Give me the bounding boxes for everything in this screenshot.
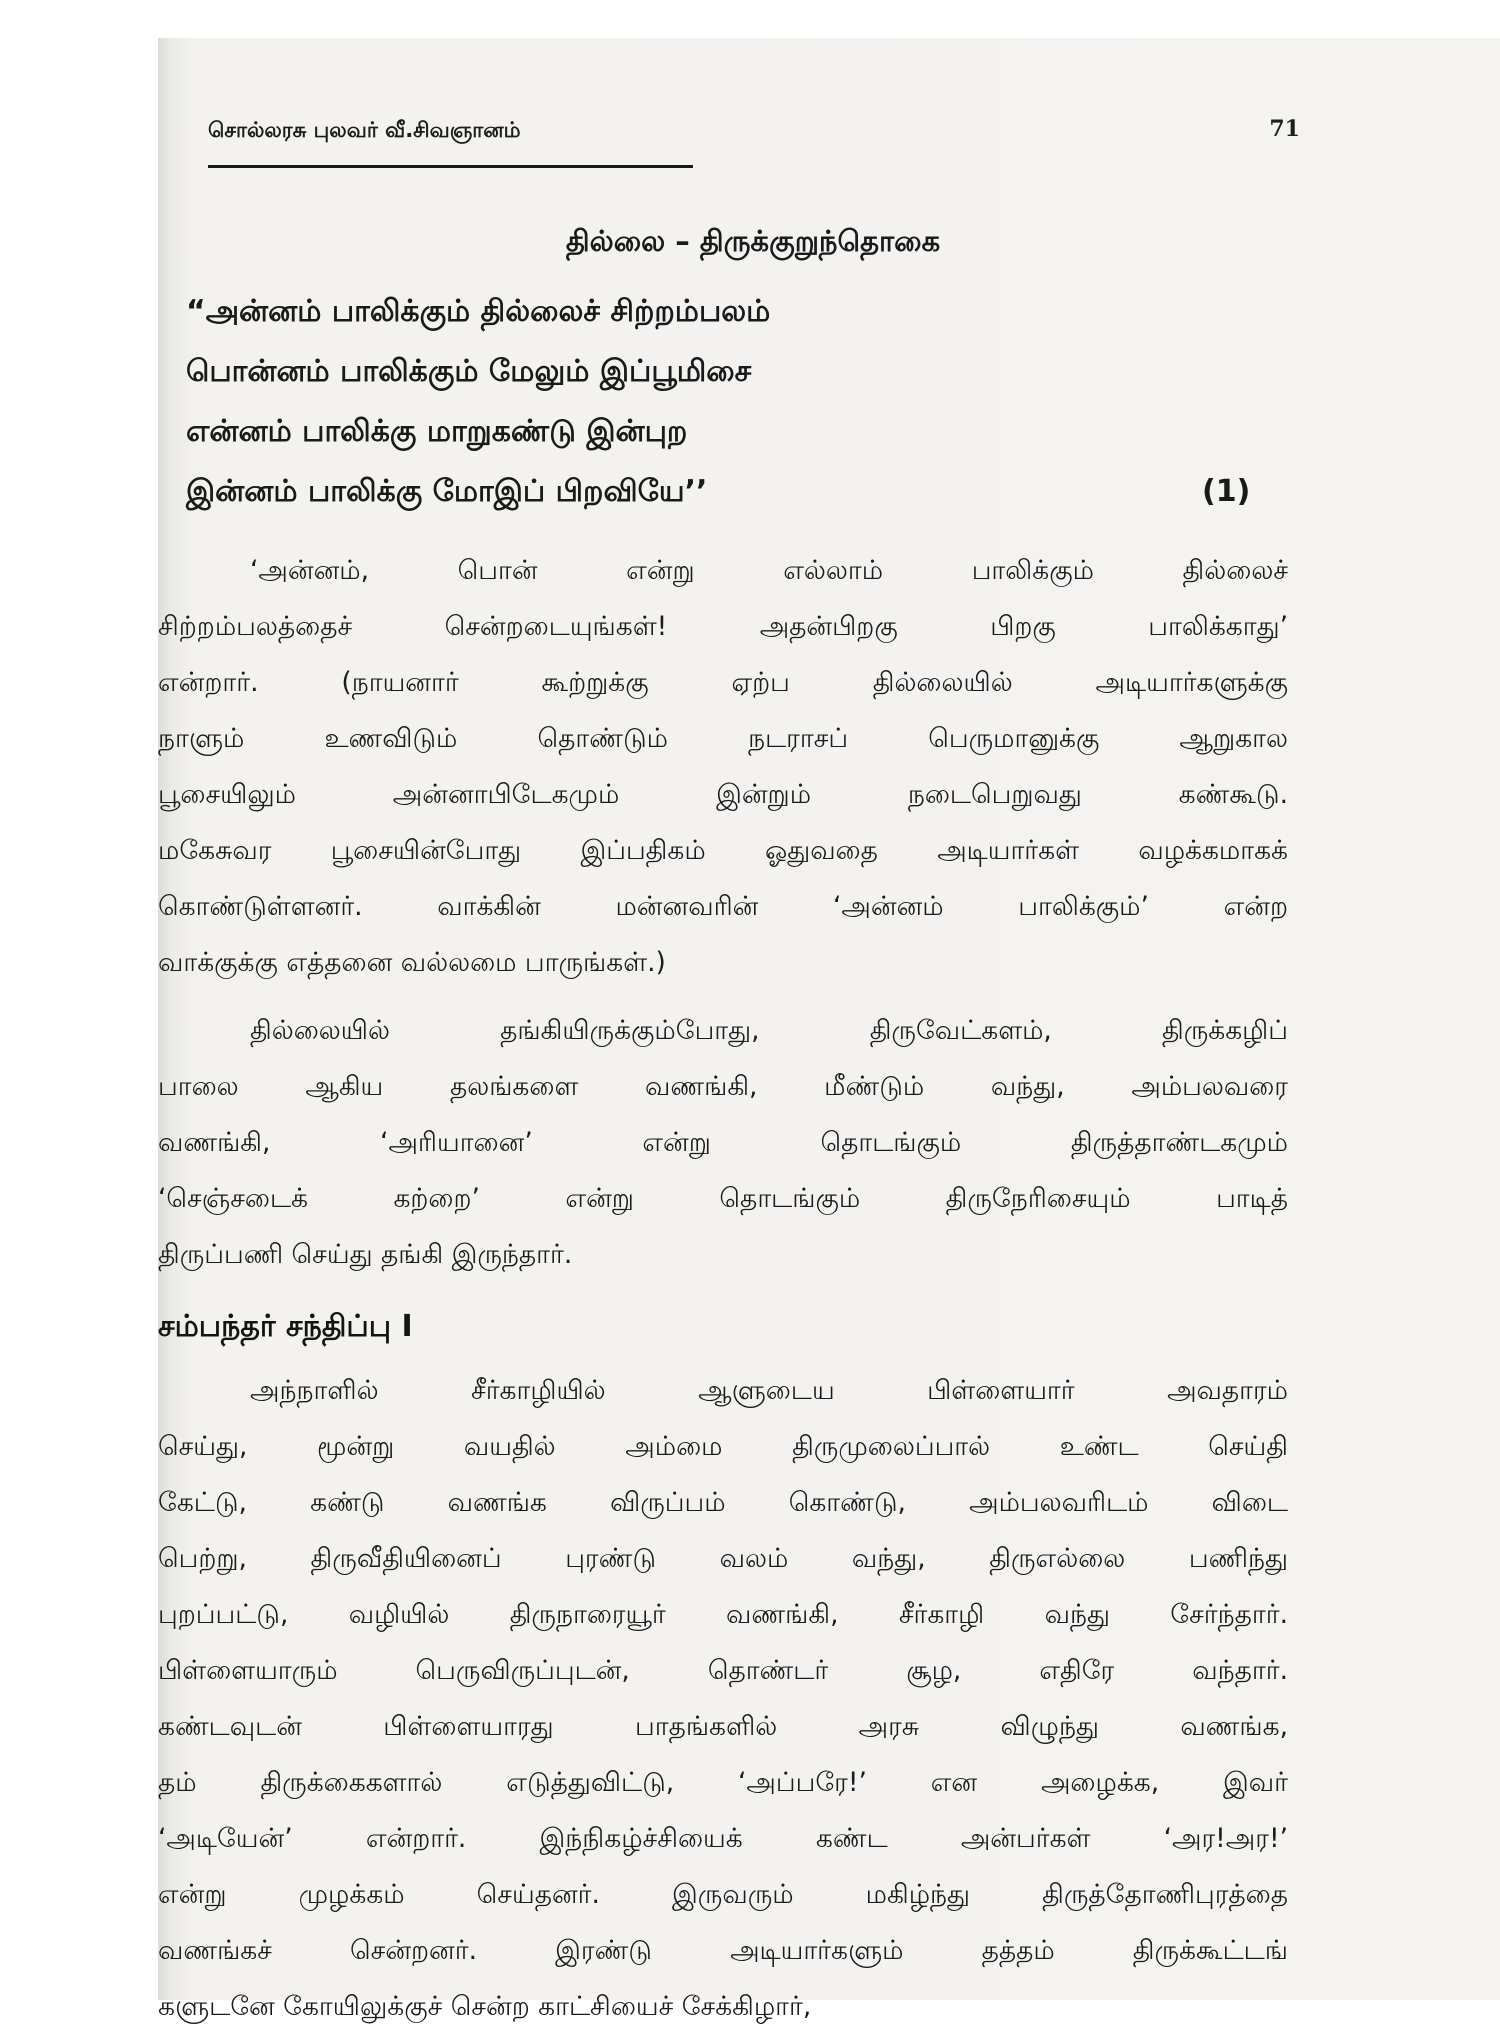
- text-line: மகேசுவர பூசையின்போது இப்பதிகம் ஓதுவதை அடியார்கள் வழக்கமாகக்: [158, 835, 1288, 866]
- text-line: என்றார். (நாயனார் கூற்றுக்கு ஏற்ப தில்லையில் அடியார்களுக்கு: [158, 667, 1288, 698]
- section-heading: சம்பந்தர் சந்திப்பு I: [158, 1309, 413, 1344]
- text-line: பிள்ளையாரும் பெருவிருப்புடன், தொண்டர் சூழ, எதிரே வந்தார்.: [158, 1655, 1288, 1686]
- text-line: கொண்டுள்ளனர். வாக்கின் மன்னவரின் ‘அன்னம் பாலிக்கும்’ என்ற: [158, 891, 1288, 922]
- verse-line: என்னம் பாலிக்கு மாறுகண்டு இன்புற: [186, 414, 688, 449]
- verse: [186, 282, 770, 522]
- verse-line: இன்னம் பாலிக்கு மோஇப் பிறவியே’’: [186, 474, 708, 509]
- text-line: வாக்குக்கு எத்தனை வல்லமை பாருங்கள்.): [158, 947, 666, 978]
- text-line: களுடனே கோயிலுக்குச் சென்ற காட்சியைச் சேக்கிழார்,: [158, 1991, 812, 2022]
- text-line: அந்நாளில் சீர்காழியில் ஆளுடைய பிள்ளையார் அவதாரம்: [250, 1375, 1288, 1406]
- scanned-page: [158, 38, 1500, 2022]
- text-line: வணங்கச் சென்றனர். இரண்டு அடியார்களும் தத்தம் திருக்கூட்டங்: [158, 1935, 1288, 1966]
- text-line: வணங்கி, ‘அரியானை’ என்று தொடங்கும் திருத்தாண்டகமும்: [158, 1127, 1288, 1158]
- text-line: ‘அடியேன்’ என்றார். இந்நிகழ்ச்சியைக் கண்ட அன்பர்கள் ‘அர!அர!’: [158, 1823, 1288, 1854]
- text-line: நாளும் உணவிடும் தொண்டும் நடராசப் பெருமானுக்கு ஆறுகால: [158, 723, 1288, 754]
- verse-title: தில்லை – திருக்குறுந்தொகை: [565, 224, 941, 258]
- verse-line: பொன்னம் பாலிக்கும் மேலும் இப்பூமிசை: [186, 354, 752, 389]
- body-text: [158, 543, 1288, 2035]
- paragraph-3: [158, 1363, 1288, 2035]
- verse-line: “அன்னம் பாலிக்கும் தில்லைச் சிற்றம்பலம்: [186, 294, 771, 329]
- text-line: கேட்டு, கண்டு வணங்க விருப்பம் கொண்டு, அம்பலவரிடம் விடை: [158, 1487, 1288, 1518]
- text-line: செய்து, மூன்று வயதில் அம்மை திருமுலைப்பால் உண்ட செய்தி: [158, 1431, 1288, 1462]
- text-line: புறப்பட்டு, வழியில் திருநாரையூர் வணங்கி, சீர்காழி வந்து சேர்ந்தார்.: [158, 1599, 1288, 1630]
- paragraph-2: [158, 1003, 1288, 1283]
- text-line: ‘அன்னம், பொன் என்று எல்லாம் பாலிக்கும் தில்லைச்: [250, 555, 1288, 586]
- text-line: ‘செஞ்சடைக் கற்றை’ என்று தொடங்கும் திருநேரிசையும் பாடித்: [158, 1183, 1288, 1214]
- text-line: என்று முழக்கம் செய்தனர். இருவரும் மகிழ்ந்து திருத்தோணிபுரத்தை: [158, 1879, 1288, 1910]
- text-line: பெற்று, திருவீதியினைப் புரண்டு வலம் வந்து, திருஎல்லை பணிந்து: [158, 1543, 1288, 1574]
- verse-number: (1): [1202, 474, 1251, 509]
- text-line: கண்டவுடன் பிள்ளையாரது பாதங்களில் அரசு விழுந்து வணங்க,: [158, 1711, 1288, 1742]
- text-line: சிற்றம்பலத்தைச் சென்றடையுங்கள்! அதன்பிறகு பிறகு பாலிக்காது’: [158, 611, 1288, 642]
- running-head: சொல்லரசு புலவர் வீ.சிவஞானம்: [208, 118, 521, 142]
- text-line: பாலை ஆகிய தலங்களை வணங்கி, மீண்டும் வந்து, அம்பலவரை: [158, 1071, 1288, 1102]
- text-line: பூசையிலும் அன்னாபிடேகமும் இன்றும் நடைபெறுவது கண்கூடு.: [158, 779, 1288, 810]
- text-line: தம் திருக்கைகளால் எடுத்துவிட்டு, ‘அப்பரே!’ என அழைக்க, இவர்: [158, 1767, 1288, 1798]
- text-line: திருப்பணி செய்து தங்கி இருந்தார்.: [158, 1239, 573, 1270]
- paragraph-1: [158, 543, 1288, 991]
- text-line: தில்லையில் தங்கியிருக்கும்போது, திருவேட்களம், திருக்கழிப்: [250, 1015, 1288, 1046]
- page-number: 71: [1269, 116, 1300, 142]
